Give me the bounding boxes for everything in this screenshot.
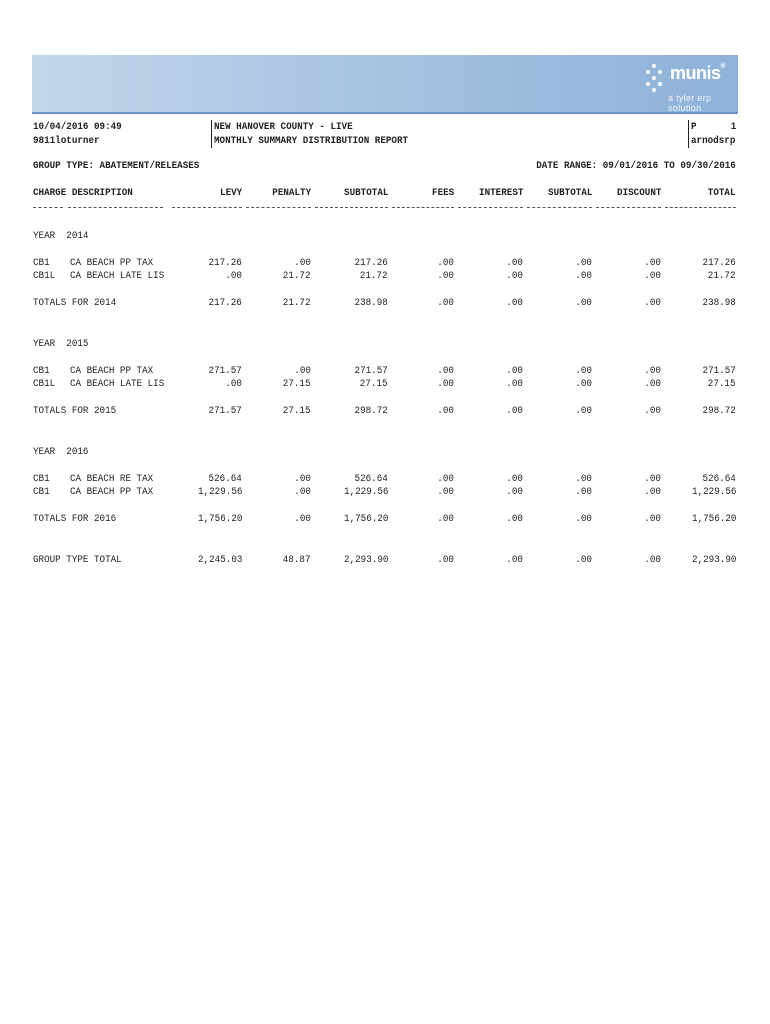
- discount-value: .00: [644, 257, 661, 269]
- fees-total: .00: [437, 405, 454, 417]
- charge-description: CA BEACH LATE LIS: [70, 270, 165, 282]
- fees-total: .00: [437, 297, 454, 309]
- fees-value: .00: [437, 270, 454, 282]
- penalty-total: 21.72: [283, 297, 311, 309]
- interest-total: .00: [506, 297, 523, 309]
- year-heading: YEAR 2016: [33, 446, 89, 458]
- report-title: MONTHLY SUMMARY DISTRIBUTION REPORT: [214, 135, 409, 147]
- fees-total: .00: [437, 513, 454, 525]
- charge-code: CB1L: [33, 270, 56, 282]
- fees-value: .00: [437, 257, 454, 269]
- penalty-group-total: 48.87: [283, 554, 311, 566]
- interest-total: .00: [506, 405, 523, 417]
- charge-description: CA BEACH PP TAX: [70, 257, 154, 269]
- subtotal-2-value: .00: [575, 270, 592, 282]
- discount-value: .00: [644, 473, 661, 485]
- subtotal-value: 271.57: [354, 365, 388, 377]
- charge-description: CA BEACH LATE LIS: [70, 378, 165, 390]
- interest-value: .00: [506, 473, 523, 485]
- header-underline: [458, 207, 523, 208]
- logo-wordmark: munis®: [670, 63, 726, 83]
- date-range: DATE RANGE: 09/01/2016 TO 09/30/2016: [536, 160, 736, 172]
- col-header-interest: INTEREST: [478, 187, 523, 199]
- program-name: arnodsrp: [691, 135, 736, 147]
- totals-label: TOTALS FOR 2016: [33, 513, 117, 525]
- header-underline: [246, 207, 311, 208]
- interest-group-total: .00: [506, 554, 523, 566]
- total-group-total: 2,293.90: [691, 554, 736, 566]
- total-value: 21.72: [708, 270, 736, 282]
- header-divider: [211, 120, 212, 148]
- subtotal-2-total: .00: [575, 297, 592, 309]
- levy-group-total: 2,245.03: [197, 554, 242, 566]
- fees-group-total: .00: [437, 554, 454, 566]
- charge-description: CA BEACH PP TAX: [70, 486, 154, 498]
- report-datetime: 10/04/2016 09:49: [33, 121, 122, 133]
- subtotal-value: 27.15: [360, 378, 388, 390]
- col-header-discount: DISCOUNT: [616, 187, 661, 199]
- col-header-charge-description: CHARGE DESCRIPTION: [33, 187, 133, 199]
- year-heading: YEAR 2014: [33, 230, 89, 242]
- interest-value: .00: [506, 257, 523, 269]
- penalty-value: .00: [294, 473, 311, 485]
- discount-total: .00: [644, 297, 661, 309]
- group-type: GROUP TYPE: ABATEMENT/RELEASES: [33, 160, 200, 172]
- charge-code: CB1: [33, 257, 50, 269]
- report-user: 9811loturner: [33, 135, 100, 147]
- subtotal-2-value: .00: [575, 257, 592, 269]
- charge-code: CB1: [33, 473, 50, 485]
- header-underline: [392, 207, 454, 208]
- munis-dots-icon: [642, 63, 666, 93]
- discount-value: .00: [644, 378, 661, 390]
- subtotal-group-total: 2,293.90: [343, 554, 388, 566]
- discount-value: .00: [644, 365, 661, 377]
- report-banner: [32, 55, 738, 114]
- charge-code: CB1: [33, 365, 50, 377]
- subtotal-2-value: .00: [575, 378, 592, 390]
- fees-value: .00: [437, 378, 454, 390]
- interest-value: .00: [506, 270, 523, 282]
- penalty-value: .00: [294, 257, 311, 269]
- subtotal-value: 1,229.56: [343, 486, 388, 498]
- total-value: 27.15: [708, 378, 736, 390]
- header-underline: [315, 207, 388, 208]
- interest-value: .00: [506, 378, 523, 390]
- penalty-value: .00: [294, 486, 311, 498]
- total-total: 238.98: [702, 297, 736, 309]
- penalty-value: 21.72: [283, 270, 311, 282]
- charge-description: CA BEACH RE TAX: [70, 473, 154, 485]
- subtotal-2-value: .00: [575, 365, 592, 377]
- munis-logo: [642, 59, 728, 113]
- penalty-total: 27.15: [283, 405, 311, 417]
- levy-total: 271.57: [208, 405, 242, 417]
- charge-code: CB1L: [33, 378, 56, 390]
- subtotal-value: 217.26: [354, 257, 388, 269]
- discount-value: .00: [644, 486, 661, 498]
- discount-group-total: .00: [644, 554, 661, 566]
- subtotal-2-total: .00: [575, 405, 592, 417]
- year-heading: YEAR 2015: [33, 338, 89, 350]
- subtotal-2-group-total: .00: [575, 554, 592, 566]
- subtotal-total: 1,756.20: [343, 513, 388, 525]
- logo-tagline: a tyler erp solution: [668, 93, 712, 113]
- header-underline: [527, 207, 592, 208]
- subtotal-2-total: .00: [575, 513, 592, 525]
- col-header-fees: FEES: [431, 187, 454, 199]
- penalty-value: .00: [294, 365, 311, 377]
- header-underline: [68, 207, 163, 208]
- group-total-label: GROUP TYPE TOTAL: [33, 554, 122, 566]
- fees-value: .00: [437, 473, 454, 485]
- subtotal-2-value: .00: [575, 473, 592, 485]
- charge-code: CB1: [33, 486, 50, 498]
- total-value: 217.26: [702, 257, 736, 269]
- discount-total: .00: [644, 513, 661, 525]
- subtotal-total: 238.98: [354, 297, 388, 309]
- col-header-subtotal-2: SUBTOTAL: [547, 187, 592, 199]
- subtotal-value: 21.72: [360, 270, 388, 282]
- totals-label: TOTALS FOR 2014: [33, 297, 117, 309]
- header-underline: [596, 207, 661, 208]
- levy-value: 1,229.56: [197, 486, 242, 498]
- header-divider-right: [688, 120, 689, 148]
- levy-value: 271.57: [208, 365, 242, 377]
- discount-total: .00: [644, 405, 661, 417]
- col-header-penalty: PENALTY: [272, 187, 311, 199]
- subtotal-value: 526.64: [354, 473, 388, 485]
- header-underline: [172, 207, 242, 208]
- interest-total: .00: [506, 513, 523, 525]
- interest-value: .00: [506, 486, 523, 498]
- penalty-total: .00: [294, 513, 311, 525]
- total-value: 526.64: [702, 473, 736, 485]
- levy-value: 217.26: [208, 257, 242, 269]
- col-header-levy: LEVY: [219, 187, 242, 199]
- fees-value: .00: [437, 365, 454, 377]
- fees-value: .00: [437, 486, 454, 498]
- levy-value: 526.64: [208, 473, 242, 485]
- page-number: 1: [730, 121, 736, 133]
- levy-value: .00: [225, 270, 242, 282]
- col-header-subtotal: SUBTOTAL: [343, 187, 388, 199]
- levy-total: 1,756.20: [197, 513, 242, 525]
- subtotal-2-value: .00: [575, 486, 592, 498]
- discount-value: .00: [644, 270, 661, 282]
- header-underline: [665, 207, 736, 208]
- page-label: P: [691, 121, 697, 133]
- interest-value: .00: [506, 365, 523, 377]
- header-underline: [33, 207, 63, 208]
- total-total: 1,756.20: [691, 513, 736, 525]
- levy-total: 217.26: [208, 297, 242, 309]
- levy-value: .00: [225, 378, 242, 390]
- subtotal-total: 298.72: [354, 405, 388, 417]
- penalty-value: 27.15: [283, 378, 311, 390]
- total-value: 1,229.56: [691, 486, 736, 498]
- charge-description: CA BEACH PP TAX: [70, 365, 154, 377]
- total-value: 271.57: [702, 365, 736, 377]
- entity-name: NEW HANOVER COUNTY - LIVE: [214, 121, 353, 133]
- total-total: 298.72: [702, 405, 736, 417]
- col-header-total: TOTAL: [708, 187, 736, 199]
- totals-label: TOTALS FOR 2015: [33, 405, 117, 417]
